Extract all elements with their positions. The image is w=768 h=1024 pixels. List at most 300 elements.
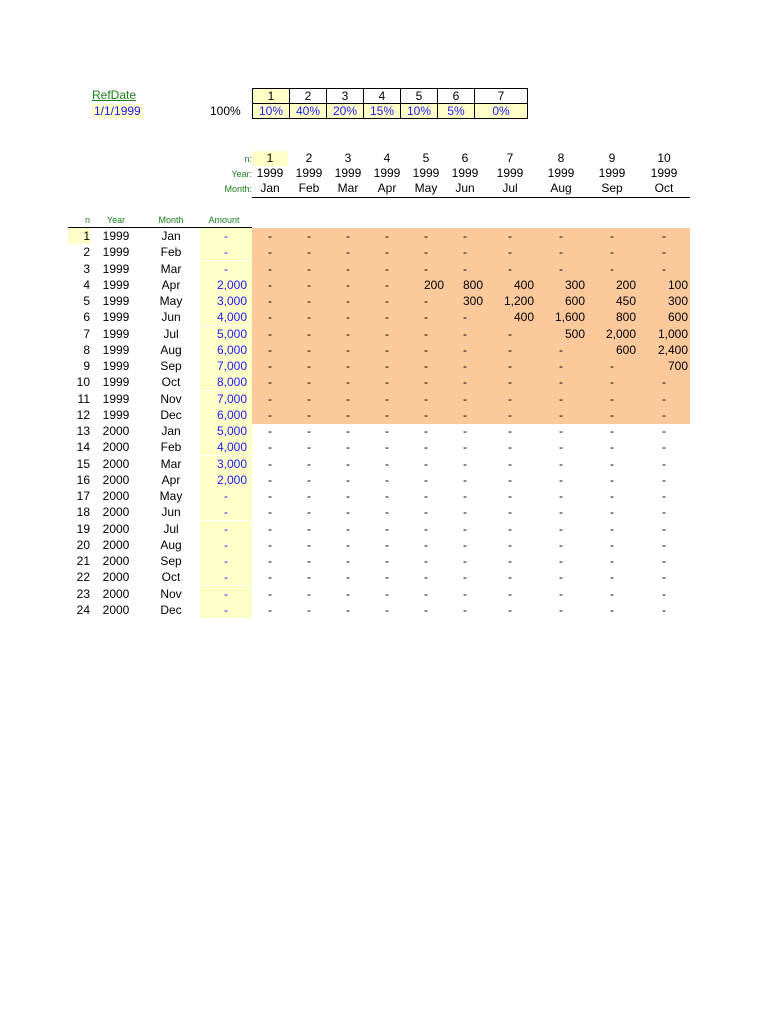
row-value: - bbox=[268, 521, 272, 536]
row-value: - bbox=[307, 472, 311, 487]
row-value: - bbox=[662, 391, 666, 406]
table-row bbox=[0, 504, 768, 520]
row-value: - bbox=[307, 326, 311, 341]
row-year: 1999 bbox=[102, 245, 130, 260]
row-n: 17 bbox=[76, 489, 90, 503]
row-value: - bbox=[424, 489, 428, 503]
row-value: - bbox=[424, 375, 428, 390]
table-row bbox=[0, 228, 768, 244]
period-year: 1999 bbox=[547, 166, 575, 180]
period-n: 6 bbox=[461, 151, 469, 165]
row-value: - bbox=[559, 391, 563, 406]
row-value: - bbox=[307, 277, 311, 292]
row-value: - bbox=[307, 602, 311, 617]
table-row bbox=[0, 293, 768, 309]
period-month: Jul bbox=[502, 181, 518, 195]
row-month: Jul bbox=[163, 521, 179, 536]
row-value: - bbox=[307, 456, 311, 471]
row-value: - bbox=[346, 277, 350, 292]
row-value: - bbox=[559, 554, 563, 568]
row-value: - bbox=[559, 261, 563, 276]
dist-number-cell: 1 bbox=[253, 89, 290, 104]
row-value: - bbox=[346, 570, 350, 585]
row-value: - bbox=[662, 375, 666, 390]
row-value: - bbox=[268, 537, 272, 552]
period-n: 1 bbox=[252, 151, 288, 166]
row-value: - bbox=[463, 521, 467, 536]
table-row bbox=[0, 521, 768, 537]
row-year: 1999 bbox=[102, 375, 130, 390]
row-value: - bbox=[662, 554, 666, 568]
row-value: - bbox=[346, 602, 350, 617]
row-value: - bbox=[346, 245, 350, 260]
row-value: - bbox=[385, 277, 389, 292]
row-value: 200 bbox=[423, 277, 444, 292]
row-value: - bbox=[385, 375, 389, 390]
row-value: - bbox=[346, 586, 350, 601]
row-value: - bbox=[307, 342, 311, 357]
row-amount[interactable]: - bbox=[200, 261, 252, 277]
refdate-value[interactable]: 1/1/1999 bbox=[94, 104, 141, 118]
row-amount[interactable]: 6,000 bbox=[200, 407, 252, 423]
row-year: 2000 bbox=[102, 602, 130, 617]
row-value: - bbox=[424, 391, 428, 406]
period-month: Mar bbox=[337, 181, 359, 195]
row-n: 22 bbox=[76, 570, 90, 585]
row-month: Sep bbox=[160, 359, 182, 373]
table-row bbox=[0, 374, 768, 390]
row-value: - bbox=[610, 359, 614, 373]
row-month: Jun bbox=[161, 310, 181, 325]
period-n: 4 bbox=[383, 151, 391, 165]
row-value: - bbox=[346, 554, 350, 568]
row-value: - bbox=[610, 472, 614, 487]
row-value: - bbox=[385, 310, 389, 325]
row-month: May bbox=[159, 489, 183, 503]
row-n: 7 bbox=[83, 326, 90, 341]
period-n: 2 bbox=[305, 151, 313, 165]
row-value: - bbox=[610, 570, 614, 585]
row-n: 9 bbox=[83, 359, 90, 373]
row-value: - bbox=[268, 294, 272, 308]
row-value: - bbox=[610, 407, 614, 422]
col-header-year: Year bbox=[106, 215, 126, 225]
row-value: - bbox=[268, 456, 272, 471]
row-value: - bbox=[385, 326, 389, 341]
row-value: - bbox=[268, 277, 272, 292]
row-value: - bbox=[662, 537, 666, 552]
row-value: - bbox=[559, 359, 563, 373]
row-value: - bbox=[508, 472, 512, 487]
row-year: 1999 bbox=[102, 277, 130, 292]
row-value: - bbox=[346, 521, 350, 536]
row-value: - bbox=[610, 537, 614, 552]
row-value: - bbox=[610, 456, 614, 471]
row-value: - bbox=[559, 521, 563, 536]
row-value: - bbox=[385, 537, 389, 552]
row-value: - bbox=[559, 570, 563, 585]
table-row bbox=[0, 244, 768, 260]
row-year: 2000 bbox=[102, 424, 130, 438]
row-value: 800 bbox=[462, 277, 483, 292]
row-value: - bbox=[610, 391, 614, 406]
dist-number-cell: 4 bbox=[364, 89, 401, 104]
row-amount[interactable]: 6,000 bbox=[200, 342, 252, 358]
row-month: Sep bbox=[160, 554, 182, 568]
row-value: - bbox=[307, 440, 311, 455]
row-value: - bbox=[268, 489, 272, 503]
row-amount[interactable]: 4,000 bbox=[200, 309, 252, 325]
row-value: - bbox=[508, 440, 512, 455]
row-n: 24 bbox=[76, 602, 90, 617]
row-value: - bbox=[610, 586, 614, 601]
period-year: 1999 bbox=[451, 166, 479, 180]
row-value: - bbox=[662, 472, 666, 487]
row-value: - bbox=[307, 505, 311, 520]
row-value: - bbox=[424, 310, 428, 325]
row-value: - bbox=[463, 342, 467, 357]
row-month: Apr bbox=[161, 472, 181, 487]
table-row bbox=[0, 342, 768, 358]
row-month: Mar bbox=[160, 261, 182, 276]
row-value: - bbox=[662, 440, 666, 455]
row-value: - bbox=[385, 359, 389, 373]
row-value: - bbox=[307, 294, 311, 308]
row-n: 3 bbox=[83, 261, 90, 276]
period-month: Oct bbox=[654, 181, 674, 195]
row-n: 2 bbox=[83, 245, 90, 260]
month-label: Month: bbox=[224, 184, 252, 194]
row-value: - bbox=[610, 261, 614, 276]
period-year: 1999 bbox=[295, 166, 323, 180]
row-value: - bbox=[385, 586, 389, 601]
dist-number-cell: 3 bbox=[327, 89, 364, 104]
row-value: - bbox=[268, 570, 272, 585]
row-value: - bbox=[346, 472, 350, 487]
row-value: - bbox=[424, 472, 428, 487]
row-amount[interactable]: 5,000 bbox=[200, 423, 252, 439]
row-value: 100 bbox=[667, 277, 688, 292]
row-value: - bbox=[508, 489, 512, 503]
row-value: - bbox=[662, 570, 666, 585]
row-amount[interactable]: - bbox=[200, 504, 252, 520]
row-year: 2000 bbox=[102, 440, 130, 455]
row-value: - bbox=[268, 586, 272, 601]
row-value: - bbox=[463, 407, 467, 422]
row-value: - bbox=[559, 440, 563, 455]
row-value: - bbox=[662, 602, 666, 617]
row-value: - bbox=[424, 586, 428, 601]
row-value: - bbox=[610, 440, 614, 455]
table-row bbox=[0, 309, 768, 325]
row-amount[interactable]: 4,000 bbox=[200, 439, 252, 455]
row-value: - bbox=[559, 586, 563, 601]
row-value: - bbox=[346, 489, 350, 503]
row-value: - bbox=[385, 472, 389, 487]
period-year: 1999 bbox=[496, 166, 524, 180]
period-year: 1999 bbox=[373, 166, 401, 180]
row-value: - bbox=[463, 537, 467, 552]
row-amount[interactable]: - bbox=[200, 244, 252, 260]
row-value: - bbox=[508, 537, 512, 552]
row-value: - bbox=[463, 505, 467, 520]
row-value: - bbox=[268, 326, 272, 341]
row-value: 600 bbox=[615, 342, 636, 357]
col-header-n: n bbox=[84, 215, 90, 225]
dist-percent-cell[interactable]: 20% bbox=[327, 104, 364, 119]
row-value: - bbox=[662, 407, 666, 422]
row-year: 1999 bbox=[102, 326, 130, 341]
row-value: - bbox=[508, 521, 512, 536]
row-month: Feb bbox=[160, 440, 182, 455]
period-month: Aug bbox=[550, 181, 572, 195]
row-value: - bbox=[463, 570, 467, 585]
row-value: - bbox=[424, 326, 428, 341]
row-value: - bbox=[424, 229, 428, 243]
row-month: Jan bbox=[161, 229, 181, 243]
row-amount[interactable]: - bbox=[200, 521, 252, 537]
row-value: - bbox=[424, 342, 428, 357]
row-value: - bbox=[610, 375, 614, 390]
row-amount[interactable]: - bbox=[200, 602, 252, 618]
row-year: 1999 bbox=[102, 391, 130, 406]
table-row bbox=[0, 488, 768, 504]
period-year: 1999 bbox=[412, 166, 440, 180]
row-value: - bbox=[559, 229, 563, 243]
row-month: Jun bbox=[161, 505, 181, 520]
table-row bbox=[0, 553, 768, 569]
row-value: - bbox=[508, 261, 512, 276]
row-value: - bbox=[559, 424, 563, 438]
period-n: 8 bbox=[557, 151, 565, 165]
row-value: 800 bbox=[615, 310, 636, 325]
row-n: 6 bbox=[83, 310, 90, 325]
row-value: 1,200 bbox=[503, 294, 534, 308]
row-value: - bbox=[307, 521, 311, 536]
row-year: 1999 bbox=[102, 407, 130, 422]
row-month: Dec bbox=[160, 602, 182, 617]
row-value: - bbox=[346, 537, 350, 552]
row-year: 2000 bbox=[102, 505, 130, 520]
row-value: - bbox=[346, 294, 350, 308]
row-value: - bbox=[463, 586, 467, 601]
row-n: 16 bbox=[76, 472, 90, 487]
row-value: - bbox=[662, 489, 666, 503]
row-value: - bbox=[307, 391, 311, 406]
row-value: - bbox=[268, 554, 272, 568]
row-value: - bbox=[463, 602, 467, 617]
row-value: - bbox=[559, 472, 563, 487]
period-n: 9 bbox=[608, 151, 616, 165]
row-value: - bbox=[385, 229, 389, 243]
row-month: Apr bbox=[161, 277, 181, 292]
row-value: - bbox=[346, 424, 350, 438]
row-value: - bbox=[346, 359, 350, 373]
row-amount[interactable]: 8,000 bbox=[200, 374, 252, 390]
row-value: - bbox=[385, 391, 389, 406]
table-row bbox=[0, 439, 768, 455]
table-row bbox=[0, 456, 768, 472]
row-value: - bbox=[346, 407, 350, 422]
col-header-amount: Amount bbox=[208, 215, 240, 225]
row-value: - bbox=[424, 554, 428, 568]
row-n: 4 bbox=[83, 277, 90, 292]
row-value: - bbox=[508, 554, 512, 568]
row-value: - bbox=[662, 424, 666, 438]
row-value: - bbox=[424, 570, 428, 585]
row-value: - bbox=[610, 489, 614, 503]
row-amount[interactable]: 7,000 bbox=[200, 391, 252, 407]
row-amount[interactable]: 3,000 bbox=[200, 293, 252, 309]
row-year: 1999 bbox=[102, 261, 130, 276]
row-value: - bbox=[268, 229, 272, 243]
row-value: - bbox=[610, 554, 614, 568]
row-value: - bbox=[508, 407, 512, 422]
row-value: - bbox=[307, 407, 311, 422]
row-amount[interactable]: 2,000 bbox=[200, 277, 252, 293]
dist-percent-cell[interactable]: 10% bbox=[401, 104, 438, 119]
period-n: 7 bbox=[506, 151, 514, 165]
row-value: - bbox=[385, 570, 389, 585]
row-value: - bbox=[463, 391, 467, 406]
row-value: - bbox=[610, 424, 614, 438]
row-value: - bbox=[346, 342, 350, 357]
row-value: 600 bbox=[564, 294, 585, 308]
row-value: - bbox=[307, 359, 311, 373]
row-value: - bbox=[268, 391, 272, 406]
period-month: Sep bbox=[601, 181, 623, 195]
row-year: 2000 bbox=[102, 472, 130, 487]
year-label: Year: bbox=[231, 169, 252, 179]
row-value: - bbox=[385, 424, 389, 438]
row-value: - bbox=[424, 440, 428, 455]
row-value: - bbox=[346, 326, 350, 341]
period-year: 1999 bbox=[334, 166, 362, 180]
dist-percent-cell[interactable]: 15% bbox=[364, 104, 401, 119]
table-row bbox=[0, 423, 768, 439]
row-value: - bbox=[610, 505, 614, 520]
row-value: - bbox=[424, 602, 428, 617]
row-value: - bbox=[559, 505, 563, 520]
row-amount[interactable]: - bbox=[200, 553, 252, 569]
row-value: - bbox=[424, 261, 428, 276]
row-value: - bbox=[385, 407, 389, 422]
row-value: - bbox=[508, 456, 512, 471]
total-percent: 100% bbox=[210, 104, 241, 118]
row-value: - bbox=[463, 326, 467, 341]
row-value: - bbox=[424, 424, 428, 438]
row-amount[interactable]: 5,000 bbox=[200, 326, 252, 342]
row-value: 200 bbox=[615, 277, 636, 292]
row-amount[interactable]: - bbox=[200, 228, 252, 244]
dist-percent-cell[interactable]: 0% bbox=[475, 104, 528, 119]
row-value: - bbox=[307, 570, 311, 585]
distribution-percents-row bbox=[253, 104, 528, 119]
period-n: 5 bbox=[422, 151, 430, 165]
row-amount[interactable]: - bbox=[200, 488, 252, 504]
row-amount[interactable]: 3,000 bbox=[200, 456, 252, 472]
row-value: - bbox=[508, 424, 512, 438]
row-value: - bbox=[385, 261, 389, 276]
row-year: 2000 bbox=[102, 586, 130, 601]
dist-percent-cell[interactable]: 10% bbox=[253, 104, 290, 119]
row-value: - bbox=[508, 229, 512, 243]
row-value: - bbox=[559, 602, 563, 617]
row-amount[interactable]: 2,000 bbox=[200, 472, 252, 488]
row-value: - bbox=[307, 489, 311, 503]
row-value: - bbox=[307, 537, 311, 552]
row-value: - bbox=[268, 310, 272, 325]
table-row bbox=[0, 602, 768, 618]
row-value: - bbox=[268, 472, 272, 487]
row-value: - bbox=[346, 440, 350, 455]
col-header-month: Month bbox=[158, 215, 184, 225]
row-month: Jan bbox=[161, 424, 181, 438]
row-value: 700 bbox=[667, 359, 688, 373]
period-n: 10 bbox=[657, 151, 671, 165]
table-row bbox=[0, 326, 768, 342]
row-amount[interactable]: - bbox=[200, 537, 252, 553]
row-value: - bbox=[610, 229, 614, 243]
row-value: - bbox=[508, 342, 512, 357]
period-year: 1999 bbox=[256, 166, 284, 180]
row-amount[interactable]: 7,000 bbox=[200, 358, 252, 374]
period-month: Jan bbox=[260, 181, 280, 195]
row-value: - bbox=[385, 245, 389, 260]
row-amount[interactable]: - bbox=[200, 569, 252, 585]
row-month: May bbox=[159, 294, 183, 308]
table-row bbox=[0, 569, 768, 585]
dist-percent-cell[interactable]: 40% bbox=[290, 104, 327, 119]
row-n: 1 bbox=[68, 228, 90, 244]
row-month: Mar bbox=[160, 456, 182, 471]
table-row bbox=[0, 277, 768, 293]
table-row bbox=[0, 391, 768, 407]
row-month: Jul bbox=[163, 326, 179, 341]
row-month: Oct bbox=[161, 375, 181, 390]
row-amount[interactable]: - bbox=[200, 586, 252, 602]
row-n: 13 bbox=[76, 424, 90, 438]
row-value: - bbox=[424, 359, 428, 373]
header-divider bbox=[252, 197, 690, 198]
row-n: 20 bbox=[76, 537, 90, 552]
row-month: Dec bbox=[160, 407, 182, 422]
row-value: 450 bbox=[615, 294, 636, 308]
row-value: - bbox=[268, 407, 272, 422]
row-value: - bbox=[424, 294, 428, 308]
row-value: - bbox=[559, 342, 563, 357]
row-value: - bbox=[508, 245, 512, 260]
row-value: - bbox=[307, 586, 311, 601]
row-value: - bbox=[508, 391, 512, 406]
row-value: - bbox=[385, 294, 389, 308]
row-value: - bbox=[307, 261, 311, 276]
row-value: - bbox=[307, 424, 311, 438]
row-n: 18 bbox=[76, 505, 90, 520]
row-value: - bbox=[346, 505, 350, 520]
distribution-table bbox=[252, 88, 528, 119]
row-month: Nov bbox=[160, 586, 182, 601]
dist-percent-cell[interactable]: 5% bbox=[438, 104, 475, 119]
dist-number-cell: 2 bbox=[290, 89, 327, 104]
period-year: 1999 bbox=[650, 166, 678, 180]
row-value: - bbox=[508, 602, 512, 617]
row-value: - bbox=[662, 245, 666, 260]
row-value: - bbox=[662, 521, 666, 536]
row-value: - bbox=[508, 375, 512, 390]
row-value: 1,600 bbox=[554, 310, 585, 325]
dist-number-cell: 7 bbox=[475, 89, 528, 104]
